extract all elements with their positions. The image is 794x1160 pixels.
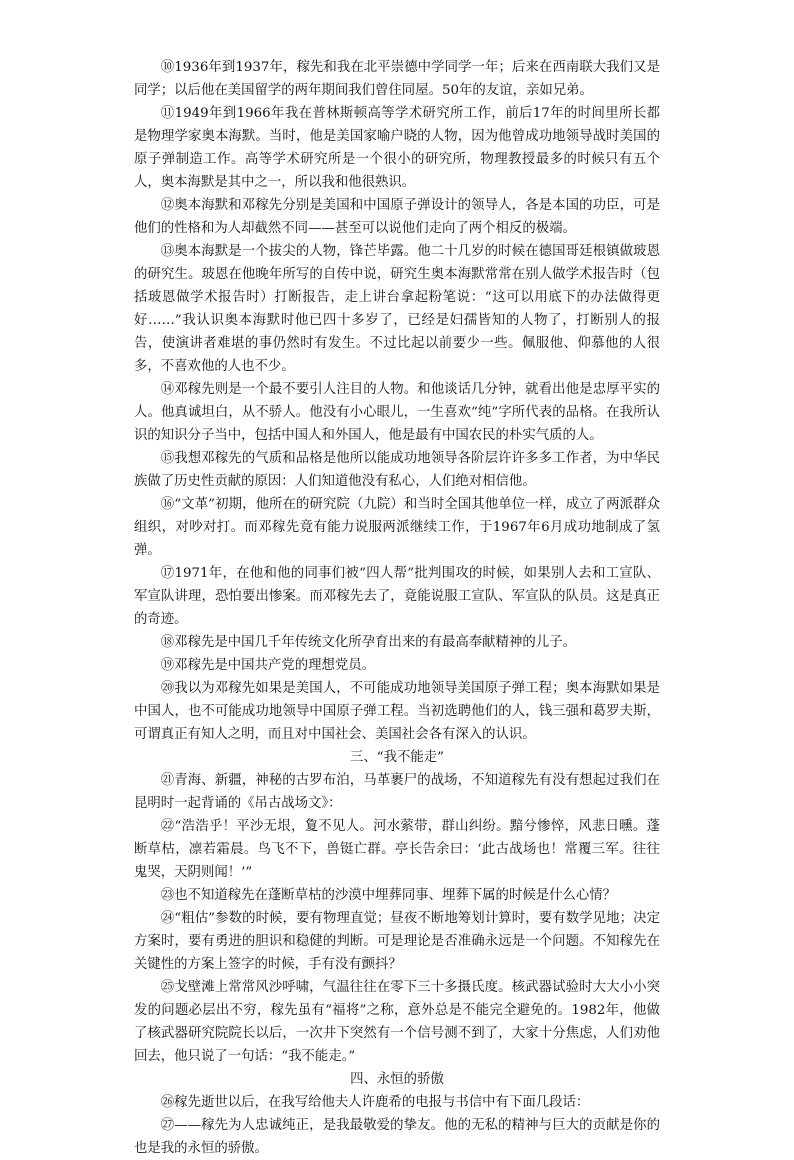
section-heading-3: 三、“我不能走” <box>349 750 445 765</box>
paragraph-16: ⑯“文革”初期，他所在的研究院（九院）和当时全国其他单位一样，成立了两派群众组织，对吵对打。而邓稼先竟有能力说服两派继续工作，于1967年6月成功地制成了氢弹。 <box>134 497 660 558</box>
paragraph-21: ㉑青海、新疆，神秘的古罗布泊，马革裹尸的战场，不知道稼先有没有想起过我们在昆明时一起背诵的《吊古战场文》： <box>134 773 660 811</box>
paragraph-10: ⑩1936年到1937年，稼先和我在北平崇德中学同学一年；后来在西南联大我们又是同学；以后他在美国留学的两年期间我们曾住同屋。50年的友谊，亲如兄弟。 <box>134 60 660 98</box>
paragraph-23: ㉓也不知道稼先在蓬断草枯的沙漠中埋葬同事、埋葬下属的时候是什么心情？ <box>160 888 617 903</box>
paragraph-14: ⑭邓稼先则是一个最不要引人注目的人物。和他谈话几分钟，就看出他是忠厚平实的人。他真诚坦白，从不骄人。他没有小心眼儿，一生喜欢“纯”字所代表的品格。在我所认识的知识分子当中，包括中国人和外国人，他是最有中国农民的朴实气质的人。 <box>134 382 660 443</box>
paragraph-12: ⑫奥本海默和邓稼先分别是美国和中国原子弹设计的领导人，各是本国的功臣，可是他们的性格和为人却截然不同——甚至可以说他们走向了两个相反的极端。 <box>134 198 660 236</box>
paragraph-19: ⑲邓稼先是中国共产党的理想党员。 <box>160 658 376 673</box>
paragraph-27: ㉗——稼先为人忠诚纯正，是我最敬爱的挚友。他的无私的精神与巨大的贡献是你的也是我的永恒的骄傲。 <box>134 1118 660 1156</box>
paragraph-11: ⑪1949年到1966年我在普林斯顿高等学术研究所工作，前后17年的时间里所长都是物理学家奥本海默。当时，他是美国家喻户晓的人物，因为他曾成功地领导战时美国的原子弹制造工作。高等学术研究所是一个很小的研究所，物理教授最多的时候只有五个人，奥本海默是其中之一，所以我和他很熟识。 <box>134 106 660 190</box>
section-heading-4: 四、永恒的骄傲 <box>350 1072 444 1087</box>
document-page <box>134 56 660 1160</box>
paragraph-26: ㉖稼先逝世以后，在我写给他夫人许鹿希的电报与书信中有下面几段话： <box>160 1095 590 1110</box>
paragraph-25: ㉕戈壁滩上常常风沙呼啸，气温往往在零下三十多摄氏度。核武器试验时大大小小突发的问题必层出不穷，稼先虽有“福将”之称，意外总是不能完全避免的。1982年，他做了核武器研究院院长以后，一次井下突然有一个信号测不到了，大家十分焦虑，人们劝他回去，他只说了一句话：“我不能走。” <box>134 980 660 1064</box>
paragraph-20: ⑳我以为邓稼先如果是美国人，不可能成功地领导美国原子弹工程；奥本海默如果是中国人，也不可能成功地领导中国原子弹工程。当初选聘他们的人，钱三强和葛罗夫斯，可谓真正有知人之明，而且对中国社会、美国社会各有深入的认识。 <box>134 681 660 742</box>
paragraph-24: ㉔“粗估”参数的时候，要有物理直觉；昼夜不断地筹划计算时，要有数学见地；决定方案时，要有勇进的胆识和稳健的判断。可是理论是否准确永远是一个问题。不知稼先在关键性的方案上签字的时候，手有没有颤抖？ <box>134 911 660 972</box>
paragraph-13: ⑬奥本海默是一个拔尖的人物，锋芒毕露。他二十几岁的时候在德国哥廷根镇做玻恩的研究生。玻恩在他晚年所写的自传中说，研究生奥本海默常常在别人做学术报告时（包括玻恩做学术报告时）打断报告，走上讲台拿起粉笔说：“这可以用底下的办法做得更好……”我认识奥本海默时他已四十多岁了，已经是妇孺皆知的人物了，打断别人的报告，使演讲者难堪的事仍然时有发生。不过比起以前要少一些。佩服他、仰慕他的人很多，不喜欢他的人也不少。 <box>134 244 660 374</box>
paragraph-17: ⑰1971年，在他和他的同事们被“四人帮”批判围攻的时候，如果别人去和工宣队、军宣队讲理，恐怕要出惨案。而邓稼先去了，竟能说服工宣队、军宣队的队员。这是真正的奇迹。 <box>134 566 660 627</box>
paragraph-18: ⑱邓稼先是中国几千年传统文化所孕育出来的有最高奉献精神的儿子。 <box>160 635 576 650</box>
paragraph-15: ⑮我想邓稼先的气质和品格是他所以能成功地领导各阶层许许多多工作者，为中华民族做了历史性贡献的原因：人们知道他没有私心，人们绝对相信他。 <box>134 451 660 489</box>
paragraph-22: ㉒“浩浩乎！平沙无垠，夐不见人。河水萦带，群山纠纷。黯兮惨悴，风悲日曛。蓬断草枯，凛若霜晨。鸟飞不下，兽铤亡群。亭长告余曰：‘此古战场也！常覆三军。往往鬼哭，天阴则闻！’” <box>134 819 660 880</box>
